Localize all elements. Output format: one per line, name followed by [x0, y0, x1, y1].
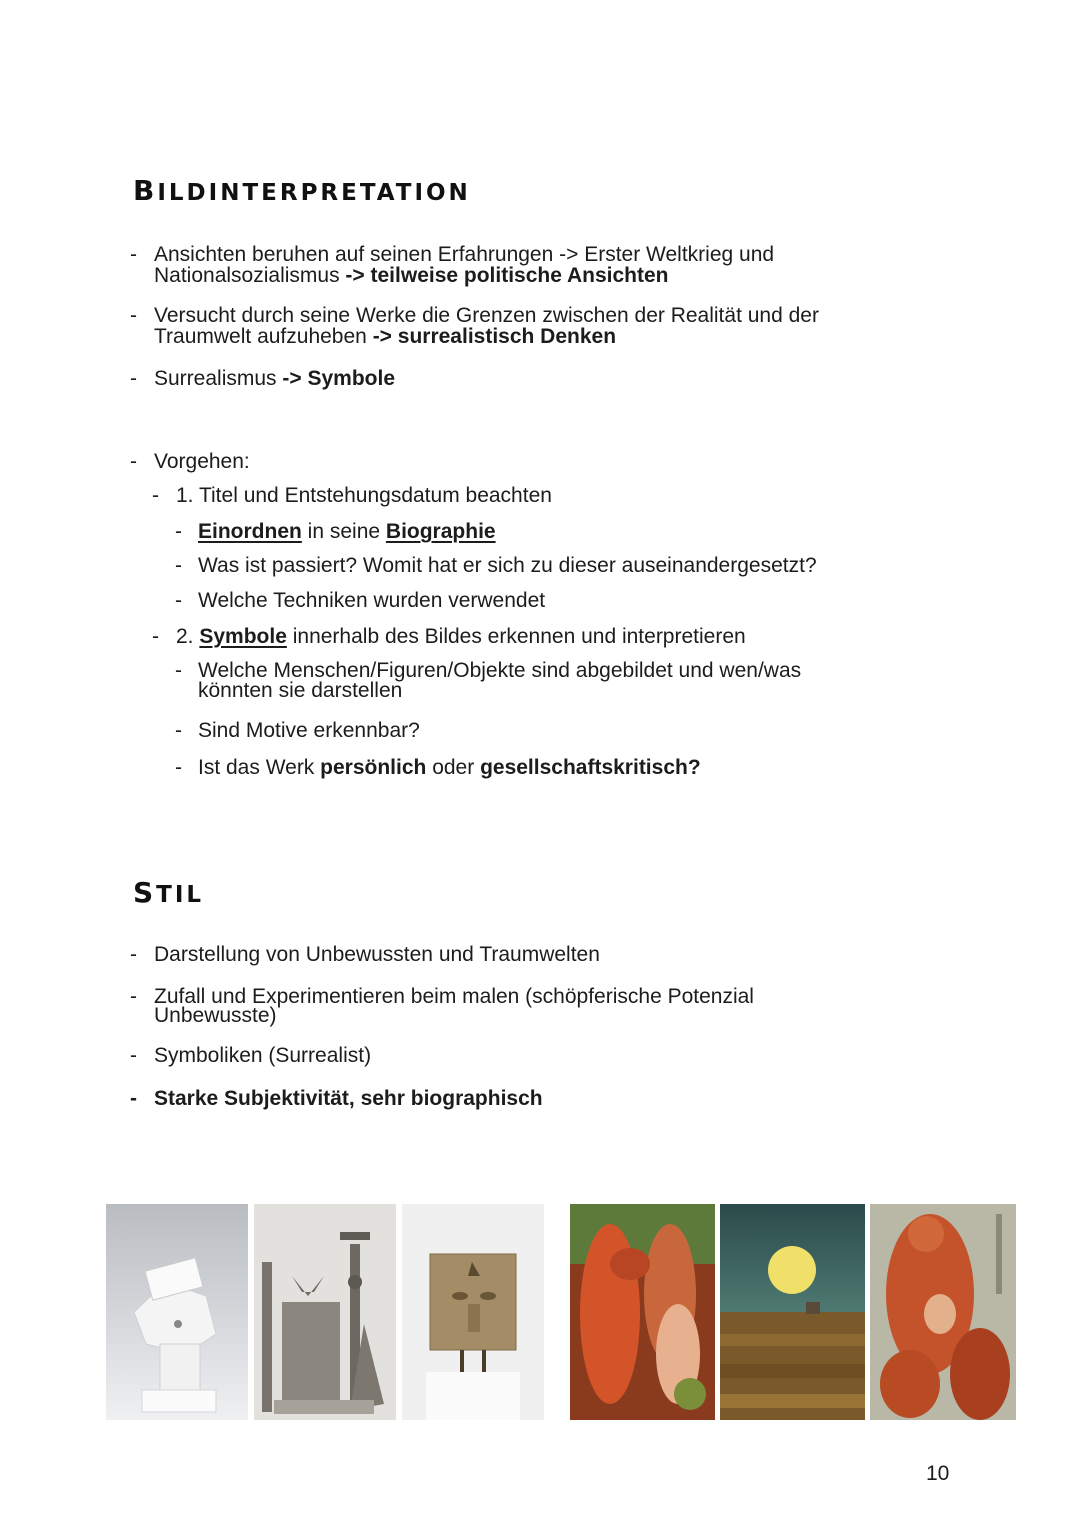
painting-photo-red-figure: [870, 1204, 1016, 1420]
sculpture-photo-bronze-head: [402, 1204, 544, 1420]
painting-gallery: [570, 1204, 1016, 1420]
painting-photo-figures: [570, 1204, 715, 1420]
bullet-dash: -: [130, 1087, 137, 1110]
page-number: 10: [926, 1462, 950, 1485]
bullet-dash: -: [130, 943, 137, 966]
bullet-dash: -: [175, 719, 182, 742]
bullet-dash: -: [130, 304, 137, 327]
bullet-dash: -: [175, 589, 182, 612]
bullet-dash: -: [130, 243, 137, 266]
bullet-dash: -: [130, 450, 137, 473]
sculpture-gallery: [106, 1204, 544, 1420]
sculpture-photo-bronze-group: [254, 1204, 396, 1420]
painting-photo-sun-landscape: [720, 1204, 865, 1420]
bullet-dash: -: [175, 554, 182, 577]
heading-bildinterpretation: BILDINTERPRETATION: [133, 174, 471, 207]
bullet-dash: -: [175, 659, 182, 682]
bullet-dash: -: [175, 520, 182, 543]
bullet-dash: -: [175, 756, 182, 779]
bullet-dash: -: [130, 367, 137, 390]
bullet-dash: -: [152, 625, 159, 648]
sculpture-photo-white: [106, 1204, 248, 1420]
bullet-dash: -: [130, 1044, 137, 1067]
bullet-dash: -: [152, 484, 159, 507]
bullet-dash: -: [130, 985, 137, 1008]
heading-stil: STIL: [133, 876, 205, 909]
